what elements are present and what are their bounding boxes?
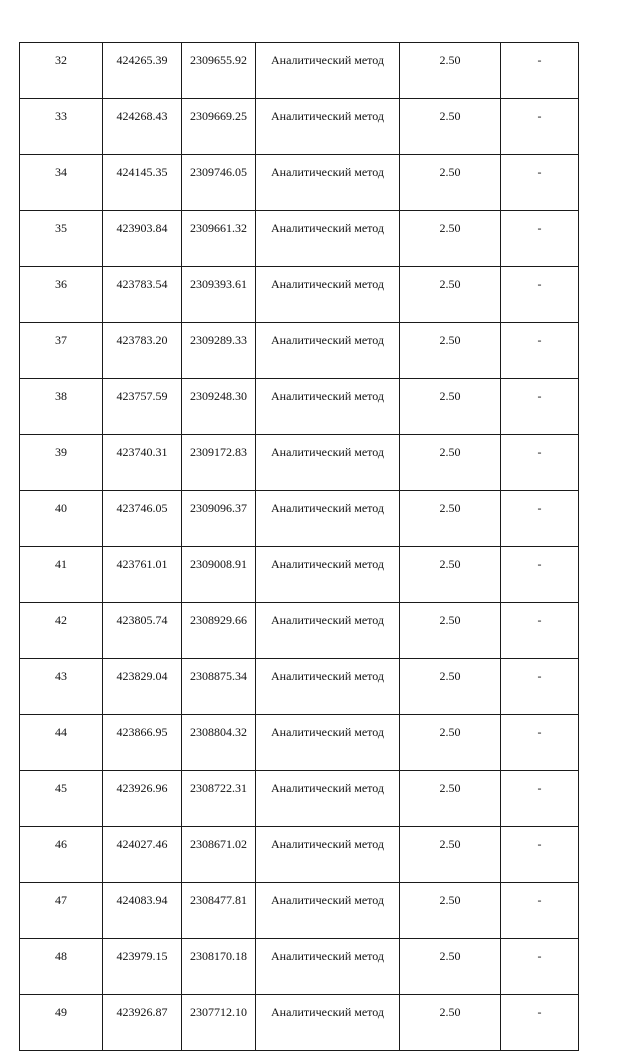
- method-cell: Аналитический метод: [256, 771, 400, 827]
- table-row: [20, 715, 579, 771]
- x-coordinate-cell: 423746.05: [103, 491, 182, 547]
- method-cell: Аналитический метод: [256, 155, 400, 211]
- method-cell: Аналитический метод: [256, 267, 400, 323]
- x-coordinate-cell: 423783.20: [103, 323, 182, 379]
- table-row: [20, 43, 579, 99]
- y-coordinate-cell: 2309746.05: [182, 155, 256, 211]
- y-coordinate-cell: 2309289.33: [182, 323, 256, 379]
- point-number-cell: 36: [20, 267, 103, 323]
- point-number-cell: 38: [20, 379, 103, 435]
- point-number-cell: 47: [20, 883, 103, 939]
- note-cell: -: [501, 435, 579, 491]
- note-cell: -: [501, 771, 579, 827]
- accuracy-cell: 2.50: [400, 435, 501, 491]
- x-coordinate-cell: 423903.84: [103, 211, 182, 267]
- point-number-cell: 35: [20, 211, 103, 267]
- note-cell: -: [501, 211, 579, 267]
- method-cell: Аналитический метод: [256, 43, 400, 99]
- table-row: [20, 491, 579, 547]
- point-number-cell: 32: [20, 43, 103, 99]
- x-coordinate-cell: 423829.04: [103, 659, 182, 715]
- note-cell: -: [501, 379, 579, 435]
- accuracy-cell: 2.50: [400, 267, 501, 323]
- method-cell: Аналитический метод: [256, 883, 400, 939]
- point-number-cell: 42: [20, 603, 103, 659]
- x-coordinate-cell: 423926.96: [103, 771, 182, 827]
- table-row: [20, 659, 579, 715]
- note-cell: -: [501, 491, 579, 547]
- accuracy-cell: 2.50: [400, 939, 501, 995]
- x-coordinate-cell: 424027.46: [103, 827, 182, 883]
- method-cell: Аналитический метод: [256, 603, 400, 659]
- y-coordinate-cell: 2308875.34: [182, 659, 256, 715]
- note-cell: -: [501, 603, 579, 659]
- note-cell: -: [501, 939, 579, 995]
- note-cell: -: [501, 827, 579, 883]
- accuracy-cell: 2.50: [400, 491, 501, 547]
- method-cell: Аналитический метод: [256, 323, 400, 379]
- note-cell: -: [501, 99, 579, 155]
- point-number-cell: 37: [20, 323, 103, 379]
- y-coordinate-cell: 2308804.32: [182, 715, 256, 771]
- note-cell: -: [501, 155, 579, 211]
- method-cell: Аналитический метод: [256, 211, 400, 267]
- y-coordinate-cell: 2309172.83: [182, 435, 256, 491]
- table-row: [20, 211, 579, 267]
- table-row: [20, 155, 579, 211]
- y-coordinate-cell: 2308722.31: [182, 771, 256, 827]
- accuracy-cell: 2.50: [400, 883, 501, 939]
- coordinates-table-body: [20, 43, 579, 1051]
- point-number-cell: 43: [20, 659, 103, 715]
- table-row: [20, 379, 579, 435]
- table-row: [20, 771, 579, 827]
- method-cell: Аналитический метод: [256, 547, 400, 603]
- accuracy-cell: 2.50: [400, 547, 501, 603]
- table-row: [20, 603, 579, 659]
- table-row: [20, 99, 579, 155]
- coordinates-table: [19, 42, 579, 1051]
- method-cell: Аналитический метод: [256, 435, 400, 491]
- x-coordinate-cell: 423740.31: [103, 435, 182, 491]
- table-row: [20, 939, 579, 995]
- table-row: [20, 435, 579, 491]
- y-coordinate-cell: 2309655.92: [182, 43, 256, 99]
- point-number-cell: 46: [20, 827, 103, 883]
- x-coordinate-cell: 423926.87: [103, 995, 182, 1051]
- table-row: [20, 323, 579, 379]
- accuracy-cell: 2.50: [400, 659, 501, 715]
- note-cell: -: [501, 43, 579, 99]
- method-cell: Аналитический метод: [256, 379, 400, 435]
- method-cell: Аналитический метод: [256, 659, 400, 715]
- method-cell: Аналитический метод: [256, 939, 400, 995]
- y-coordinate-cell: 2309661.32: [182, 211, 256, 267]
- x-coordinate-cell: 423866.95: [103, 715, 182, 771]
- note-cell: -: [501, 323, 579, 379]
- table-row: [20, 995, 579, 1051]
- y-coordinate-cell: 2307712.10: [182, 995, 256, 1051]
- y-coordinate-cell: 2309393.61: [182, 267, 256, 323]
- point-number-cell: 45: [20, 771, 103, 827]
- x-coordinate-cell: 424265.39: [103, 43, 182, 99]
- x-coordinate-cell: 424268.43: [103, 99, 182, 155]
- method-cell: Аналитический метод: [256, 995, 400, 1051]
- y-coordinate-cell: 2308929.66: [182, 603, 256, 659]
- method-cell: Аналитический метод: [256, 715, 400, 771]
- x-coordinate-cell: 423761.01: [103, 547, 182, 603]
- accuracy-cell: 2.50: [400, 771, 501, 827]
- y-coordinate-cell: 2308477.81: [182, 883, 256, 939]
- note-cell: -: [501, 547, 579, 603]
- table-row: [20, 883, 579, 939]
- note-cell: -: [501, 883, 579, 939]
- point-number-cell: 34: [20, 155, 103, 211]
- x-coordinate-cell: 423805.74: [103, 603, 182, 659]
- accuracy-cell: 2.50: [400, 827, 501, 883]
- y-coordinate-cell: 2308671.02: [182, 827, 256, 883]
- note-cell: -: [501, 267, 579, 323]
- accuracy-cell: 2.50: [400, 43, 501, 99]
- accuracy-cell: 2.50: [400, 323, 501, 379]
- note-cell: -: [501, 659, 579, 715]
- table-row: [20, 547, 579, 603]
- accuracy-cell: 2.50: [400, 995, 501, 1051]
- note-cell: -: [501, 715, 579, 771]
- accuracy-cell: 2.50: [400, 155, 501, 211]
- x-coordinate-cell: 424145.35: [103, 155, 182, 211]
- y-coordinate-cell: 2309669.25: [182, 99, 256, 155]
- point-number-cell: 44: [20, 715, 103, 771]
- table-row: [20, 267, 579, 323]
- method-cell: Аналитический метод: [256, 99, 400, 155]
- accuracy-cell: 2.50: [400, 99, 501, 155]
- accuracy-cell: 2.50: [400, 603, 501, 659]
- y-coordinate-cell: 2308170.18: [182, 939, 256, 995]
- accuracy-cell: 2.50: [400, 715, 501, 771]
- accuracy-cell: 2.50: [400, 211, 501, 267]
- method-cell: Аналитический метод: [256, 491, 400, 547]
- point-number-cell: 41: [20, 547, 103, 603]
- point-number-cell: 33: [20, 99, 103, 155]
- method-cell: Аналитический метод: [256, 827, 400, 883]
- note-cell: -: [501, 995, 579, 1051]
- table-row: [20, 827, 579, 883]
- x-coordinate-cell: 424083.94: [103, 883, 182, 939]
- point-number-cell: 48: [20, 939, 103, 995]
- y-coordinate-cell: 2309248.30: [182, 379, 256, 435]
- accuracy-cell: 2.50: [400, 379, 501, 435]
- y-coordinate-cell: 2309008.91: [182, 547, 256, 603]
- point-number-cell: 39: [20, 435, 103, 491]
- x-coordinate-cell: 423757.59: [103, 379, 182, 435]
- point-number-cell: 49: [20, 995, 103, 1051]
- x-coordinate-cell: 423783.54: [103, 267, 182, 323]
- point-number-cell: 40: [20, 491, 103, 547]
- x-coordinate-cell: 423979.15: [103, 939, 182, 995]
- y-coordinate-cell: 2309096.37: [182, 491, 256, 547]
